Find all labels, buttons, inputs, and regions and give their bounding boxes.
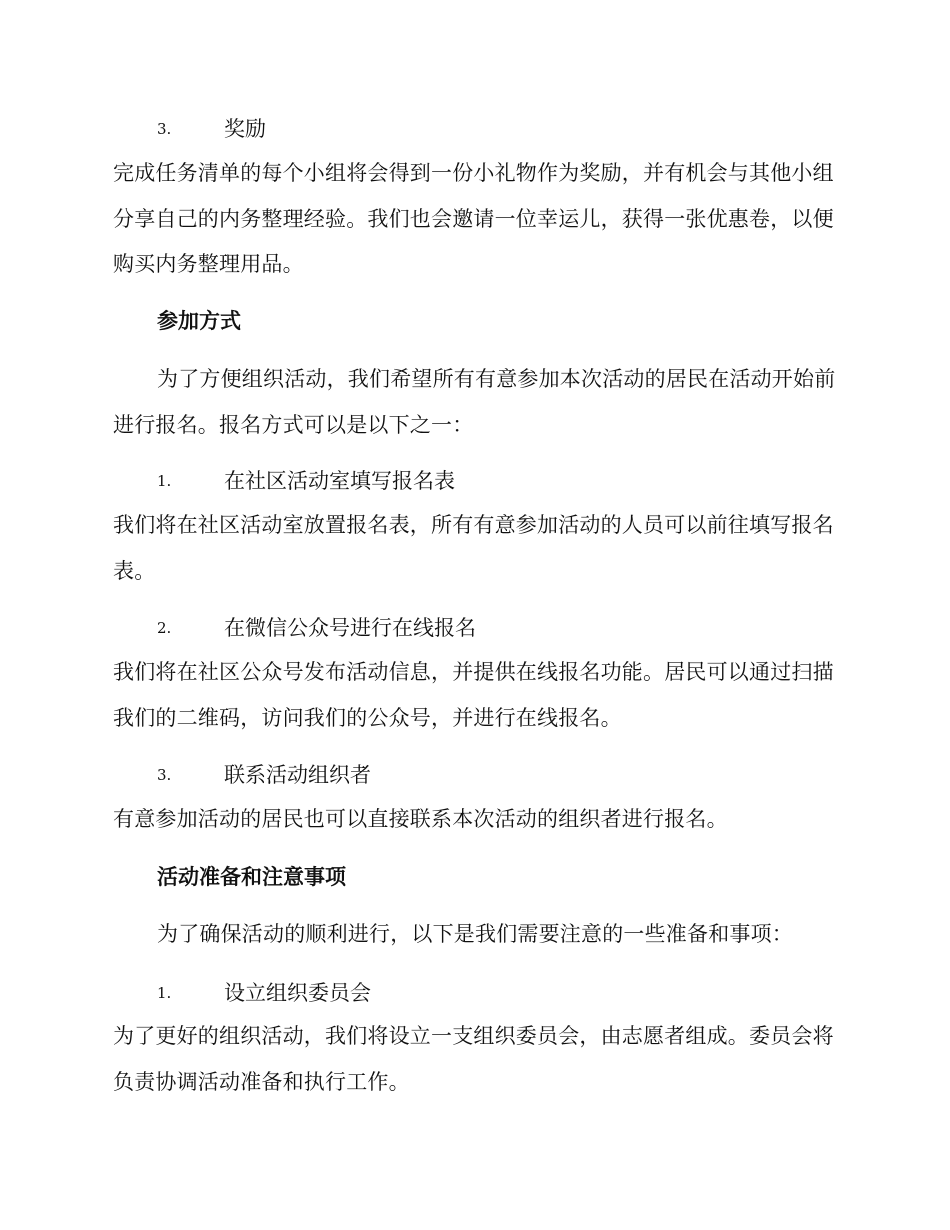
section-heading-preparation: 活动准备和注意事项: [157, 865, 346, 889]
wechat-signup-paragraph: 我们将在社区公众号发布活动信息，并提供在线报名功能。居民可以通过扫描我们的二维码，访问我们的公众号，并进行在线报名。: [113, 660, 834, 730]
preparation-intro-paragraph: 为了确保活动的顺利进行，以下是我们需要注意的一些准备和事项：: [157, 922, 793, 946]
list-item-wechat-signup: [0, 613, 950, 643]
list-item-committee: [0, 978, 950, 1008]
list-number: 3.: [157, 766, 172, 784]
contact-organizer-paragraph: 有意参加活动的居民也可以直接联系本次活动的组织者进行报名。: [113, 807, 728, 831]
list-title: 在社区活动室填写报名表: [224, 469, 455, 493]
list-item-reward: [0, 114, 950, 144]
list-title: 奖励: [224, 117, 266, 141]
list-item-contact-organizer: [0, 760, 950, 790]
list-number: 2.: [157, 619, 172, 637]
list-title: 设立组织委员会: [224, 981, 371, 1005]
signup-form-paragraph: 我们将在社区活动室放置报名表，所有有意参加活动的人员可以前往填写报名表。: [113, 513, 834, 583]
list-title: 联系活动组织者: [224, 763, 371, 787]
list-number: 1.: [157, 472, 172, 490]
participation-intro-paragraph: 为了方便组织活动，我们希望所有有意参加本次活动的居民在活动开始前进行报名。报名方式可以是以下之一：: [113, 367, 836, 437]
list-item-signup-form: [0, 466, 950, 496]
section-heading-participation: 参加方式: [157, 309, 241, 333]
committee-paragraph: 为了更好的组织活动，我们将设立一支组织委员会，由志愿者组成。委员会将负责协调活动准备和执行工作。: [113, 1024, 834, 1094]
list-number: 3.: [157, 120, 172, 138]
list-number: 1.: [157, 984, 172, 1002]
reward-paragraph: 完成任务清单的每个小组将会得到一份小礼物作为奖励，并有机会与其他小组分享自己的内务整理经验。我们也会邀请一位幸运儿，获得一张优惠卷，以便购买内务整理用品。: [113, 161, 834, 276]
list-title: 在微信公众号进行在线报名: [224, 616, 476, 640]
